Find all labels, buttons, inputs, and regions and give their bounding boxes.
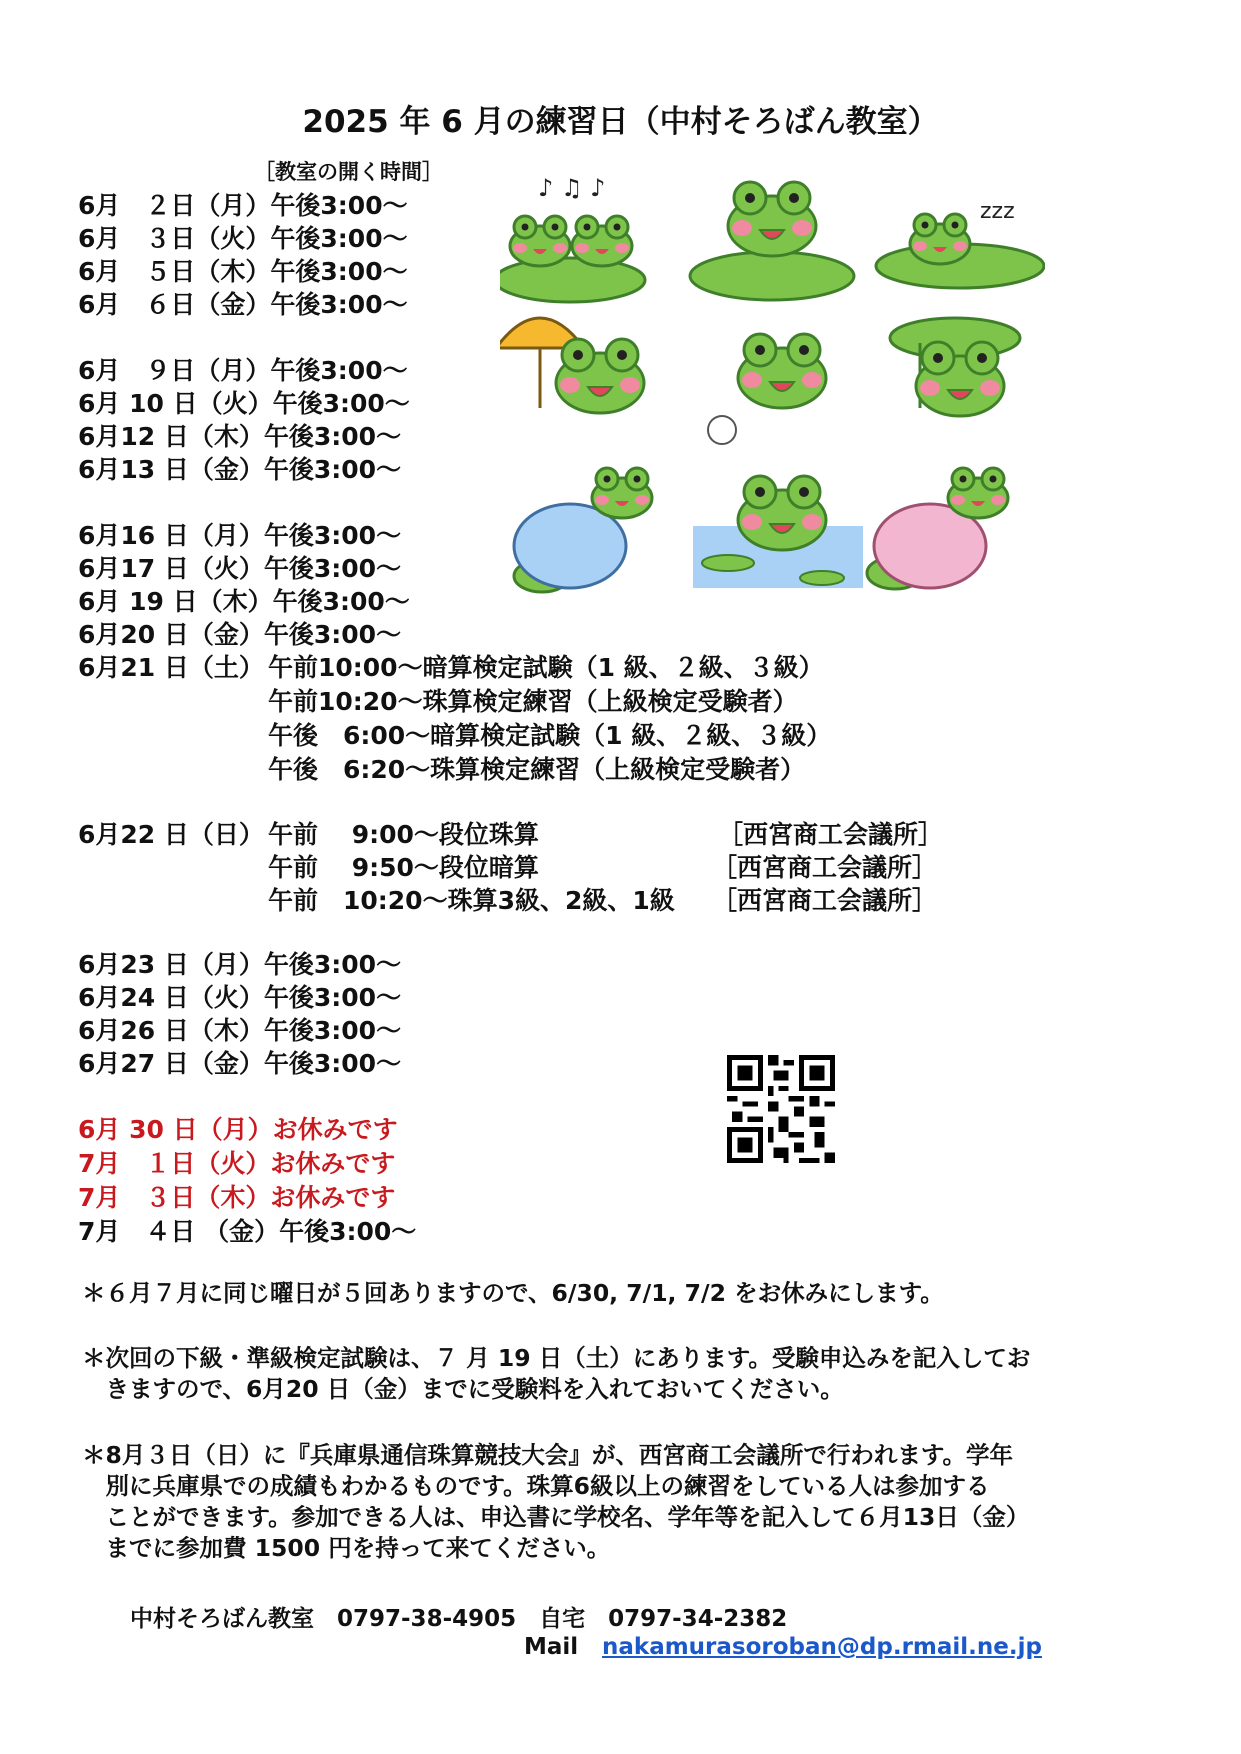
schedule-row: 6月 19 日（木）午後3:00～ — [78, 587, 410, 616]
qr-code[interactable] — [727, 1055, 835, 1163]
frog-sleeping-illustration — [876, 199, 1044, 288]
note: ＊６月７月に同じ曜日が５回ありますので、6/30, 7/1, 7/2 をお休みにします。 — [82, 1279, 944, 1307]
schedule-row: 6月 ５日（木）午後3:00～ — [78, 257, 408, 286]
schedule-row: 6月12 日（木）午後3:00～ — [78, 422, 402, 451]
schedule-row: 6月17 日（火）午後3:00～ — [78, 554, 402, 583]
dan-line: 午前 10:20～珠算3級、2級、1級 — [268, 886, 675, 915]
frog-in-pond-illustration — [693, 476, 863, 588]
dan-venue: ［西宮商工会議所］ — [718, 820, 944, 849]
schedule-row: 6月16 日（月）午後3:00～ — [78, 521, 402, 550]
schedule-row: 6月20 日（金）午後3:00～ — [78, 620, 402, 649]
schedule-row: 6月 ９日（月）午後3:00～ — [78, 356, 408, 385]
schedule-row: 6月 ２日（月）午後3:00～ — [78, 191, 408, 220]
footer-contact: 中村そろばん教室 0797-38-4905 自宅 0797-34-2382 — [130, 1606, 788, 1632]
mail-label: Mail — [524, 1634, 579, 1660]
schedule-row: 6月24 日（火）午後3:00～ — [78, 983, 402, 1012]
email-link[interactable]: nakamurasoroban@dp.rmail.ne.jp — [602, 1634, 1042, 1660]
exam-line: 午後 6:20～珠算検定練習（上級検定受験者） — [268, 755, 806, 784]
frog-dancing-illustration — [708, 334, 826, 444]
dan-venue: ［西宮商工会議所］ — [712, 886, 938, 915]
schedule-row: 6月 ３日（火）午後3:00～ — [78, 224, 408, 253]
frog-blue-hydrangea-illustration — [514, 468, 652, 592]
dan-line: 午前 9:00～段位珠算 — [268, 820, 539, 849]
dan-day-date: 6月22 日（日） — [78, 820, 264, 849]
holiday-row: 6月 30 日（月）お休みです — [78, 1115, 398, 1144]
exam-line: 午前10:20～珠算検定練習（上級検定受験者） — [268, 687, 798, 716]
schedule-row: 6月 ６日（金）午後3:00～ — [78, 290, 408, 319]
dan-venue: ［西宮商工会議所］ — [712, 853, 938, 882]
note: ＊次回の下級・準級検定試験は、７ 月 19 日（土）にあります。受験申込みを記入してお きますので、6月20 日（金）までに受験料を入れておいてください。 — [82, 1344, 1031, 1403]
frog-leaf-umbrella-illustration — [890, 318, 1020, 416]
frog-pink-hydrangea-illustration — [867, 468, 1008, 589]
schedule-row: 6月 10 日（火）午後3:00～ — [78, 389, 410, 418]
svg-text:zzz: zzz — [980, 199, 1015, 224]
schedule-row: 6月23 日（月）午後3:00～ — [78, 950, 402, 979]
frog-on-lilypad-illustration — [690, 182, 854, 300]
dan-line: 午前 9:50～段位暗算 — [268, 853, 539, 882]
holiday-row: 7月 ３日（木）お休みです — [78, 1183, 396, 1212]
schedule-row: 6月26 日（木）午後3:00～ — [78, 1016, 402, 1045]
frog-umbrella-illustration — [500, 318, 644, 413]
page-title: 2025 年 6 月の練習日（中村そろばん教室） — [302, 104, 939, 140]
open-time-label: ［教室の開く時間］ — [254, 160, 443, 184]
frog-illustrations — [500, 168, 1045, 618]
svg-text:♪ ♫ ♪: ♪ ♫ ♪ — [538, 174, 606, 202]
schedule-row: 6月13 日（金）午後3:00～ — [78, 455, 402, 484]
holiday-row: 7月 １日（火）お休みです — [78, 1149, 396, 1178]
note: ＊8月３日（日）に『兵庫県通信珠算競技大会』が、西宮商工会議所で行われます。学年 別に兵庫県での成績もわかるものです。珠算6級以上の練習をしている人は参加する ことができます。参加できる人は、申込書に学校名、学年等を記入して６月13日（金） までに参加費 1500 円を持って来てください。 — [82, 1441, 1030, 1562]
schedule-row: 7月 ４日 （金）午後3:00～ — [78, 1217, 417, 1246]
exam-day-date: 6月21 日（土） — [78, 653, 264, 682]
exam-line: 午後 6:00～暗算検定試験（1 級、２級、３級） — [268, 721, 832, 750]
frogs-singing-illustration — [500, 174, 645, 302]
exam-line: 午前10:00～暗算検定試験（1 級、２級、３級） — [268, 653, 824, 682]
schedule-row: 6月27 日（金）午後3:00～ — [78, 1049, 402, 1078]
